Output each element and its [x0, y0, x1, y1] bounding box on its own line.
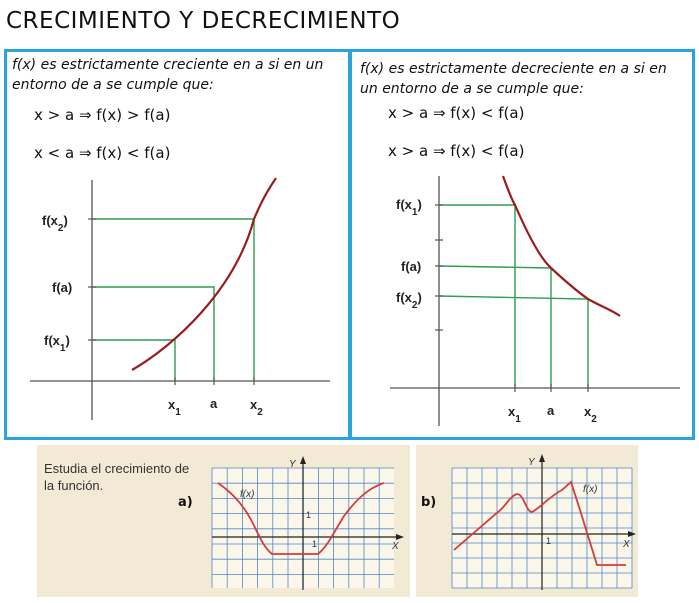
exercise-b-label: b): [421, 495, 437, 510]
label-fx2: $f(x_2)$: [42, 213, 68, 234]
exercise-b-curve-label: f(x): [583, 484, 598, 495]
exercise-a-x-label: X: [392, 541, 399, 552]
increasing-rule-2: x < a ⇒ f(x) < f(a): [34, 144, 171, 162]
decreasing-graph: [350, 0, 699, 440]
decreasing-curve: [503, 176, 620, 316]
increasing-definition: f(x) es estrictamente creciente en a si en un entorno de a se cumple que:: [12, 57, 324, 93]
exercise-a-tick-x: 1: [312, 539, 318, 549]
exercise-b-x-label: X: [623, 539, 630, 550]
label-x1: $x_1$: [168, 397, 181, 418]
exercise-a-curve-label: f(x): [240, 489, 255, 500]
guide-a: [92, 287, 214, 381]
increasing-rule-1: x > a ⇒ f(x) > f(a): [34, 106, 171, 124]
exercise-b-y-label: Y: [528, 457, 535, 468]
decreasing-rule-2: x > a ⇒ f(x) < f(a): [388, 142, 525, 160]
decreasing-rule-1: x > a ⇒ f(x) < f(a): [388, 104, 525, 122]
label-fa: f(a): [401, 259, 422, 274]
guide-x2: [92, 219, 254, 381]
guide-a: [439, 266, 551, 388]
decreasing-definition: f(x) es estrictamente decreciente en a si en un entorno de a se cumple que:: [360, 61, 667, 97]
exercise-b-graph: [440, 450, 640, 595]
label-fa: f(a): [52, 280, 73, 295]
label-a: a: [547, 403, 555, 418]
label-fx1: $f(x_1)$: [396, 197, 422, 218]
exercise-a-label: a): [178, 495, 193, 510]
guide-x1: [92, 340, 175, 381]
increasing-graph: [0, 0, 350, 440]
exercise-a-y-label: Y: [289, 459, 296, 470]
exercise-b-tick-x: 1: [546, 536, 552, 546]
exercise-a-tick-y: 1: [306, 510, 312, 520]
page-title: CRECIMIENTO Y DECRECIMIENTO: [6, 8, 401, 34]
exercise-instruction: Estudia el crecimiento de la función.: [44, 461, 190, 493]
label-fx2: $f(x_2)$: [396, 290, 422, 311]
label-x2: $x_2$: [584, 404, 597, 425]
label-fx1: $f(x_1)$: [44, 333, 70, 354]
exercise-a-graph: [200, 450, 412, 595]
label-a: a: [210, 396, 218, 411]
guide-x2: [439, 296, 588, 388]
label-x2: $x_2$: [250, 397, 263, 418]
label-x1: $x_1$: [508, 404, 521, 425]
